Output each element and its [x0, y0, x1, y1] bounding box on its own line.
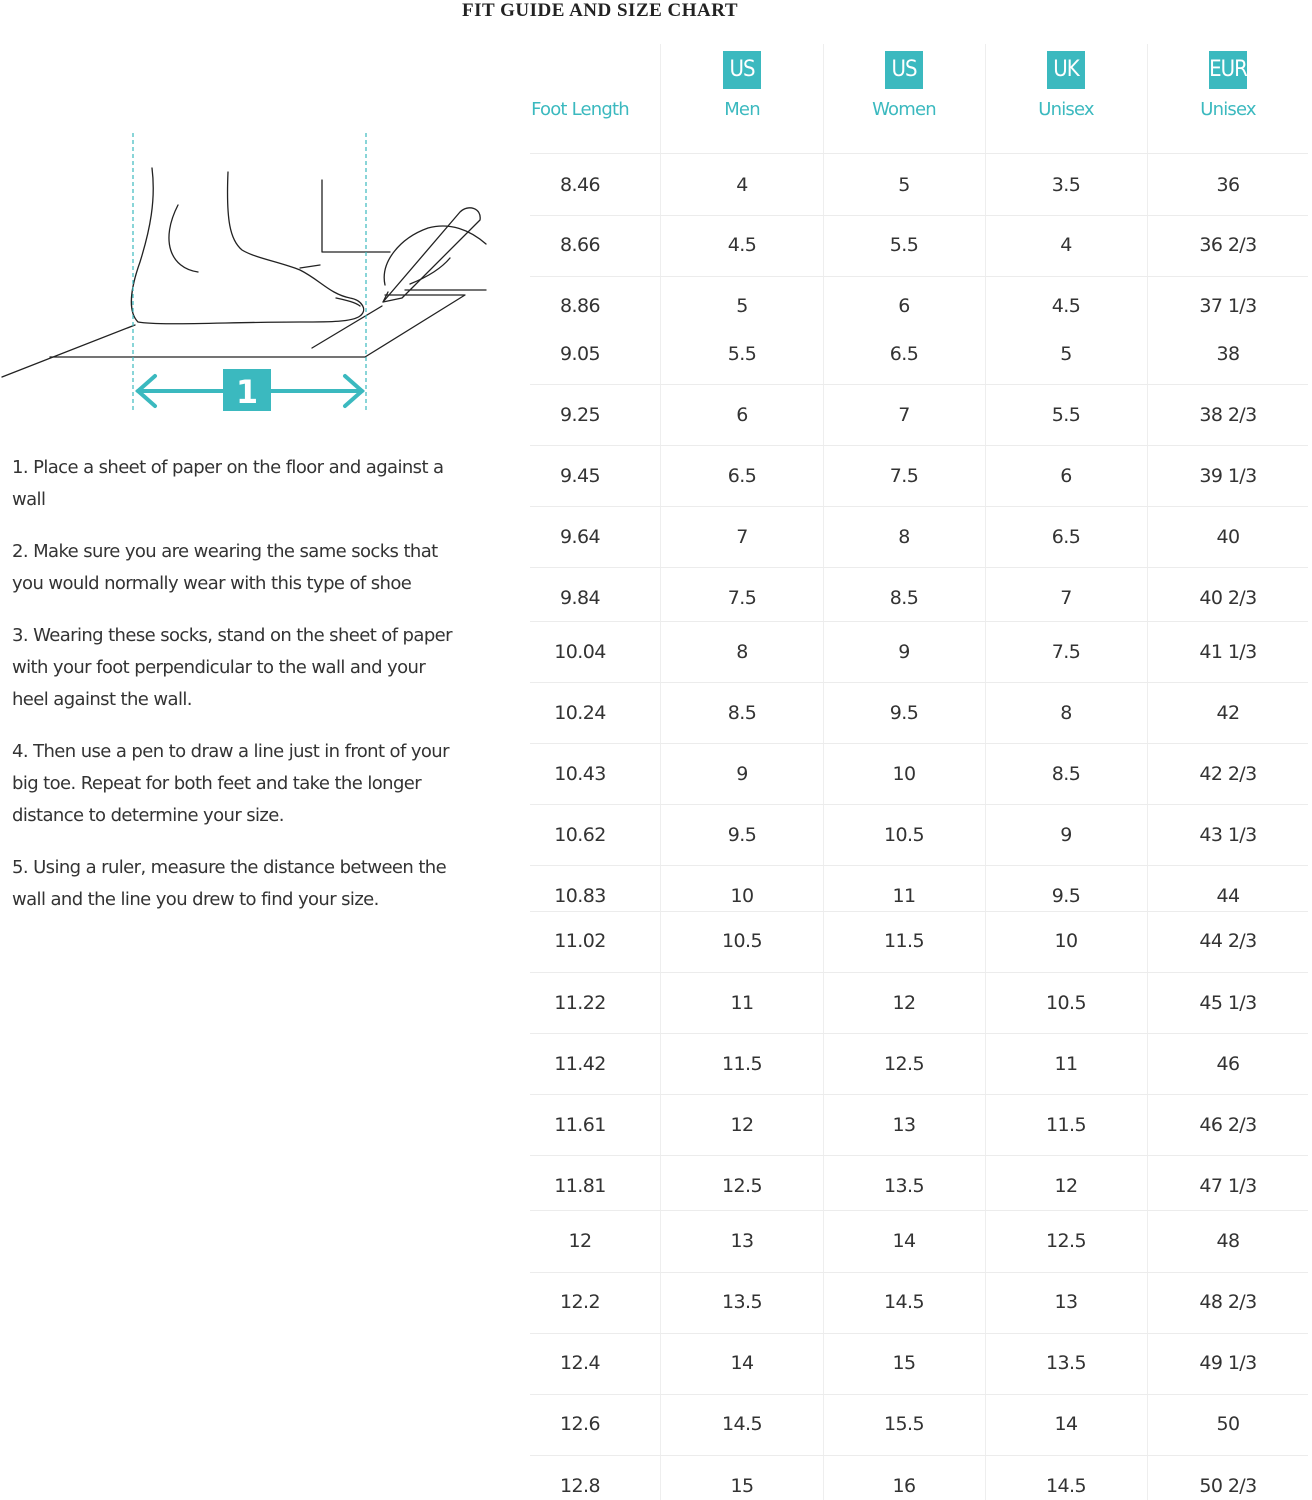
us-women-cell: 6: [898, 295, 910, 317]
us-men-cell: 8.5: [727, 702, 757, 724]
us-women-cell: 7: [898, 404, 910, 426]
uk-unisex-cell: 5: [1060, 343, 1072, 365]
eur-unisex-cell: 48: [1216, 1230, 1240, 1252]
uk-unisex-cell: 5.5: [1051, 404, 1081, 426]
foot-length-cell: 10.24: [554, 702, 606, 724]
foot-length-cell: 8.86: [560, 295, 600, 317]
us-men-cell: 7.5: [727, 587, 757, 609]
floor-line: [2, 325, 135, 377]
foot-length-cell: 8.46: [560, 174, 600, 196]
foot-length-cell: 12: [568, 1230, 592, 1252]
column-divider: [1147, 44, 1148, 1500]
row-divider: [530, 1094, 1308, 1095]
foot-length-cell: 11.22: [554, 992, 606, 1014]
row-divider: [530, 682, 1308, 683]
us-women-cell: 11.5: [884, 930, 924, 952]
uk-unisex-header-badge: UK: [1047, 51, 1085, 89]
paper-sheet: [50, 295, 465, 357]
eur-unisex-cell: 42 2/3: [1199, 763, 1257, 785]
us-men-cell: 9.5: [727, 824, 757, 846]
us-women-cell: 14: [892, 1230, 916, 1252]
us-men-cell: 5: [736, 295, 748, 317]
uk-unisex-cell: 14.5: [1046, 1475, 1086, 1497]
row-divider: [530, 445, 1308, 446]
foot-length-cell: 12.4: [560, 1352, 600, 1374]
uk-unisex-cell: 13.5: [1046, 1352, 1086, 1374]
foot-length-header-label: Foot Length: [531, 99, 629, 120]
uk-unisex-cell: 11: [1054, 1053, 1078, 1075]
row-divider: [530, 743, 1308, 744]
foot-length-cell: 9.45: [560, 465, 600, 487]
row-divider: [530, 506, 1308, 507]
eur-unisex-cell: 50 2/3: [1199, 1475, 1257, 1497]
foot-outline: [131, 168, 363, 324]
column-divider: [985, 44, 986, 1500]
row-divider: [530, 911, 1308, 912]
foot-length-cell: 8.66: [560, 234, 600, 256]
uk-unisex-cell: 9: [1060, 824, 1072, 846]
uk-unisex-cell: 12: [1054, 1175, 1078, 1197]
foot-length-cell: 10.04: [554, 641, 606, 663]
eur-unisex-cell: 43 1/3: [1199, 824, 1257, 846]
uk-unisex-cell: 8.5: [1051, 763, 1081, 785]
us-women-cell: 16: [892, 1475, 916, 1497]
eur-unisex-cell: 46 2/3: [1199, 1114, 1257, 1136]
us-men-cell: 14.5: [722, 1413, 762, 1435]
uk-unisex-cell: 10: [1054, 930, 1078, 952]
instructions-list: [12, 452, 452, 916]
uk-unisex-cell: 13: [1054, 1291, 1078, 1313]
eur-unisex-cell: 41 1/3: [1199, 641, 1257, 663]
row-divider: [530, 865, 1308, 866]
eur-unisex-header-label: Unisex: [1200, 99, 1256, 120]
row-divider: [530, 1033, 1308, 1034]
row-divider: [530, 153, 1308, 154]
us-women-cell: 15.5: [884, 1413, 924, 1435]
us-women-cell: 13.5: [884, 1175, 924, 1197]
us-men-cell: 10.5: [722, 930, 762, 952]
us-men-cell: 5.5: [727, 343, 757, 365]
us-men-cell: 12.5: [722, 1175, 762, 1197]
eur-unisex-cell: 40: [1216, 526, 1240, 548]
uk-unisex-cell: 7: [1060, 587, 1072, 609]
us-women-cell: 12: [892, 992, 916, 1014]
pen: [383, 208, 480, 302]
foot-length-cell: 11.61: [554, 1114, 606, 1136]
us-women-cell: 8.5: [889, 587, 919, 609]
us-men-cell: 6: [736, 404, 748, 426]
row-divider: [530, 972, 1308, 973]
eur-unisex-cell: 46: [1216, 1053, 1240, 1075]
row-divider: [530, 1333, 1308, 1334]
uk-unisex-cell: 4.5: [1051, 295, 1081, 317]
row-divider: [530, 1455, 1308, 1456]
us-men-cell: 10: [730, 885, 754, 907]
instruction-step-3: 3. Wearing these socks, stand on the sheet of paper with your foot perpendicular to the wall and your heel against the wall.: [12, 625, 452, 710]
uk-unisex-header-label: Unisex: [1038, 99, 1094, 120]
foot-length-cell: 10.43: [554, 763, 606, 785]
us-men-cell: 15: [730, 1475, 754, 1497]
foot-length-cell: 11.81: [554, 1175, 606, 1197]
us-women-cell: 10: [892, 763, 916, 785]
row-divider: [530, 804, 1308, 805]
row-divider: [530, 276, 1308, 277]
us-men-cell: 4.5: [727, 234, 757, 256]
column-divider: [660, 44, 661, 1500]
hand: [384, 226, 486, 290]
us-men-cell: 13.5: [722, 1291, 762, 1313]
foot-measurement-illustration: [0, 125, 500, 425]
eur-unisex-cell: 48 2/3: [1199, 1291, 1257, 1313]
eur-unisex-cell: 45 1/3: [1199, 992, 1257, 1014]
uk-unisex-cell: 9.5: [1051, 885, 1081, 907]
instruction-step-4: 4. Then use a pen to draw a line just in front of your big toe. Repeat for both feet and take the longer distance to determine your size.: [12, 741, 449, 826]
us-women-cell: 5: [898, 174, 910, 196]
us-women-cell: 12.5: [884, 1053, 924, 1075]
us-women-cell: 11: [892, 885, 916, 907]
us-men-cell: 8: [736, 641, 748, 663]
eur-unisex-cell: 36 2/3: [1199, 234, 1257, 256]
uk-unisex-cell: 14: [1054, 1413, 1078, 1435]
foot-length-cell: 11.42: [554, 1053, 606, 1075]
eur-unisex-cell: 47 1/3: [1199, 1175, 1257, 1197]
us-men-cell: 6.5: [727, 465, 757, 487]
row-divider: [530, 1272, 1308, 1273]
measurement-marker-label: 1: [235, 373, 259, 411]
us-men-cell: 12: [730, 1114, 754, 1136]
foot-length-cell: 12.6: [560, 1413, 600, 1435]
us-men-cell: 11.5: [722, 1053, 762, 1075]
us-men-cell: 14: [730, 1352, 754, 1374]
us-men-header-badge: US: [723, 51, 761, 89]
row-divider: [530, 621, 1308, 622]
instruction-step-1: 1. Place a sheet of paper on the floor and against a wall: [12, 457, 444, 510]
uk-unisex-cell: 12.5: [1046, 1230, 1086, 1252]
wall-line: [322, 180, 390, 252]
uk-unisex-cell: 11.5: [1046, 1114, 1086, 1136]
foot-length-cell: 10.83: [554, 885, 606, 907]
eur-unisex-cell: 36: [1216, 174, 1240, 196]
us-women-cell: 6.5: [889, 343, 919, 365]
eur-unisex-cell: 39 1/3: [1199, 465, 1257, 487]
row-divider: [530, 215, 1308, 216]
us-men-cell: 7: [736, 526, 748, 548]
us-women-cell: 10.5: [884, 824, 924, 846]
eur-unisex-cell: 50: [1216, 1413, 1240, 1435]
uk-unisex-cell: 6.5: [1051, 526, 1081, 548]
uk-unisex-cell: 10.5: [1046, 992, 1086, 1014]
row-divider: [530, 1394, 1308, 1395]
foot-length-cell: 9.84: [560, 587, 600, 609]
us-women-cell: 14.5: [884, 1291, 924, 1313]
eur-unisex-cell: 44 2/3: [1199, 930, 1257, 952]
instruction-step-2: 2. Make sure you are wearing the same socks that you would normally wear with this type of shoe: [12, 541, 438, 594]
eur-unisex-cell: 42: [1216, 702, 1240, 724]
us-women-cell: 7.5: [889, 465, 919, 487]
us-women-cell: 5.5: [889, 234, 919, 256]
us-women-cell: 15: [892, 1352, 916, 1374]
row-divider: [530, 567, 1308, 568]
eur-unisex-cell: 44: [1216, 885, 1240, 907]
us-women-cell: 13: [892, 1114, 916, 1136]
foot-length-cell: 12.8: [560, 1475, 600, 1497]
us-women-header-label: Women: [872, 99, 936, 120]
eur-unisex-cell: 37 1/3: [1199, 295, 1257, 317]
uk-unisex-cell: 3.5: [1051, 174, 1081, 196]
eur-unisex-header-badge: EUR: [1209, 51, 1247, 89]
column-divider: [823, 44, 824, 1500]
uk-unisex-cell: 7.5: [1051, 641, 1081, 663]
foot-length-cell: 9.64: [560, 526, 600, 548]
uk-unisex-cell: 8: [1060, 702, 1072, 724]
us-men-cell: 9: [736, 763, 748, 785]
us-women-cell: 9: [898, 641, 910, 663]
uk-unisex-cell: 4: [1060, 234, 1072, 256]
foot-length-cell: 9.05: [560, 343, 600, 365]
page-title: FIT GUIDE AND SIZE CHART: [462, 0, 738, 21]
instruction-step-5: 5. Using a ruler, measure the distance between the wall and the line you drew to find your size.: [12, 857, 447, 910]
us-men-header-label: Men: [724, 99, 760, 120]
foot-length-cell: 9.25: [560, 404, 600, 426]
us-men-cell: 4: [736, 174, 748, 196]
us-men-cell: 13: [730, 1230, 754, 1252]
foot-length-cell: 10.62: [554, 824, 606, 846]
row-divider: [530, 384, 1308, 385]
foot-length-cell: 12.2: [560, 1291, 600, 1313]
foot-length-cell: 11.02: [554, 930, 606, 952]
uk-unisex-cell: 6: [1060, 465, 1072, 487]
row-divider: [530, 1155, 1308, 1156]
eur-unisex-cell: 38: [1216, 343, 1240, 365]
row-divider: [530, 1210, 1308, 1211]
us-women-cell: 9.5: [889, 702, 919, 724]
us-men-cell: 11: [730, 992, 754, 1014]
eur-unisex-cell: 38 2/3: [1199, 404, 1257, 426]
size-chart-table: [530, 44, 1308, 1500]
us-women-cell: 8: [898, 526, 910, 548]
eur-unisex-cell: 40 2/3: [1199, 587, 1257, 609]
eur-unisex-cell: 49 1/3: [1199, 1352, 1257, 1374]
us-women-header-badge: US: [885, 51, 923, 89]
